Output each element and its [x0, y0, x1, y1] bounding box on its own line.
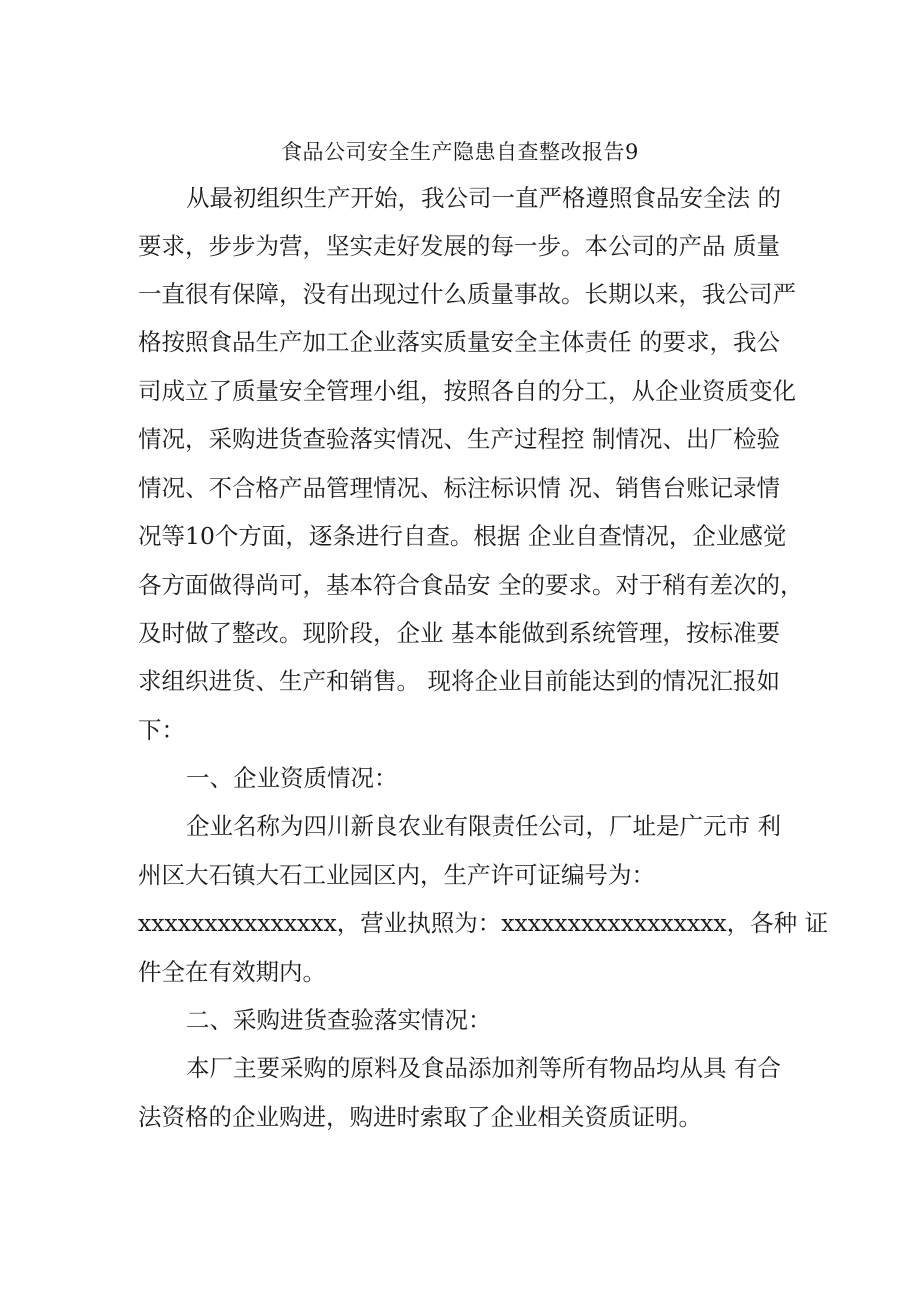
paragraph-line: 情况、不合格产品管理情况、标注标识情 况、销售台账记录情 — [138, 474, 780, 502]
paragraph-line: xxxxxxxxxxxxxxx，营业执照为：xxxxxxxxxxxxxxxxx，各种 证 — [138, 909, 829, 937]
paragraph-line: 各方面做得尚可，基本符合食品安 全的要求。对于稍有差次的， — [138, 571, 804, 599]
paragraph-line: 法资格的企业购进，购进时索取了企业相关资质证明。 — [138, 1103, 702, 1131]
section-heading: 一、企业资质情况： — [186, 764, 398, 792]
paragraph-line: 从最初组织生产开始，我公司一直严格遵照食品安全法 的 — [186, 184, 781, 212]
paragraph-line: 况等10个方面，逐条进行自查。根据 企业自查情况，企业感觉 — [138, 522, 787, 550]
paragraph-line: 一直很有保障，没有出现过什么质量事故。长期以来，我公司严 — [138, 280, 796, 308]
document-title: 食品公司安全生产隐患自查整改报告9 — [281, 140, 639, 164]
paragraph-line: 求组织进货、生产和销售。 现将企业目前能达到的情况汇报如 — [138, 667, 780, 695]
paragraph-line: 要求，步步为营，坚实走好发展的每一步。本公司的产品 质量 — [138, 232, 780, 260]
paragraph-line: 司成立了质量安全管理小组，按照各自的分工，从企业资质变化 — [138, 377, 796, 405]
paragraph-line: 企业名称为四川新良农业有限责任公司，厂址是广元市 利 — [186, 812, 781, 840]
paragraph-line: 格按照食品生产加工企业落实质量安全主体责任 的要求，我公 — [138, 328, 780, 356]
paragraph-line: 情况，采购进货查验落实情况、生产过程控 制情况、出厂检验 — [138, 425, 780, 453]
section-heading: 二、采购进货查验落实情况： — [186, 1006, 492, 1034]
paragraph-line: 下： — [138, 716, 185, 744]
paragraph-line: 及时做了整改。现阶段，企业 基本能做到系统管理，按标准要 — [138, 619, 780, 647]
paragraph-line: 州区大石镇大石工业园区内，生产许可证编号为： — [138, 861, 655, 889]
paragraph-line: 本厂主要采购的原料及食品添加剂等所有物品均从具 有合 — [186, 1054, 781, 1082]
paragraph-line: 件全在有效期内。 — [138, 958, 326, 986]
